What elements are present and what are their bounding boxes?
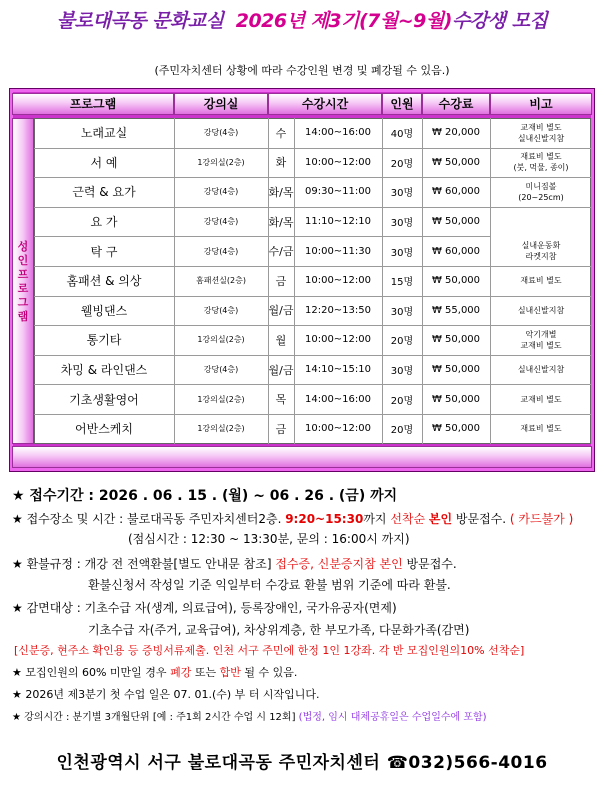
row-note-line1: 악기개별 [525,329,557,339]
row-note-line1: 미니짐볼 [525,181,557,191]
row-day: 목 [275,393,287,407]
row-room: 1강의실(2층) [197,394,245,404]
cancel-notice: ★ 모집인원의 60% 미만일 경우 폐강 또는 합반 될 수 있음. [12,666,298,679]
header-count: 인원 [382,93,422,115]
row-count: 20명 [390,336,414,348]
row-note [490,384,592,414]
row-time: 10:00~11:30 [304,245,371,257]
row-time: 10:00~12:00 [304,423,371,435]
row-room: 강당(4층) [203,187,239,197]
row-count: 40명 [390,129,414,141]
row-fee: ₩ 50,000 [431,156,481,168]
row-program: 어반스케치 [75,422,133,437]
row-count: 30명 [390,247,414,259]
row-time: 14:00~16:00 [304,127,371,139]
row-program: 서 예 [90,155,118,170]
row-program: 웰빙댄스 [80,303,128,318]
row-time: 09:30~11:00 [304,186,371,198]
row-note-line1: 재료비 별도 [520,424,562,434]
row-fee: ₩ 50,000 [431,216,481,228]
row-time: 10:00~12:00 [304,156,371,168]
row-room: 강당(4층) [203,305,239,315]
row-room: 1강의실(2층) [197,424,245,434]
row-day: 월/금 [268,363,294,377]
row-program: 통기타 [86,333,122,348]
lecture-time-notice: ★ 강의시간 : 분기별 3개월단위 [예 : 주1회 2시간 수업 시 12회] (법정, 임시 대체공휴일은 수업일수에 포함) [12,712,487,723]
row-note [490,148,592,178]
row-count: 30명 [390,366,414,378]
row-time: 11:10~12:10 [304,216,371,228]
row-count: 30명 [390,188,414,200]
row-count: 30명 [390,306,414,318]
row-note [490,355,592,385]
row-time: 12:20~13:50 [304,304,371,316]
row-note-line1: 재료비 별도 [520,276,562,286]
row-note-line1: 실내운동화 [521,241,561,251]
side-label-text: 성 인 프 로 그 램 [17,240,29,323]
row-day: 화 [275,156,287,170]
header-room: 강의실 [174,93,268,115]
row-day: 수 [275,126,287,140]
row-day: 수/금 [268,245,294,259]
lunch-time: (점심시간 : 12:30 ~ 13:30분, 문의 : 16:00시 까지) [128,532,410,546]
row-note-line1: 실내신발지참 [517,305,565,315]
row-note-line2: (20~25cm) [518,192,564,202]
row-count: 20명 [390,425,414,437]
row-note [490,266,592,296]
row-note-line1: 실내신발지참 [517,365,565,375]
row-count: 20명 [390,395,414,407]
refund-detail: 환불신청서 작성일 기준 익일부터 수강료 환불 범위 기준에 따라 환불. [88,578,451,592]
notice-text: (주민자치센터 상황에 따라 수강인원 변경 및 폐강될 수 있음.) [154,64,450,77]
row-fee: ₩ 60,000 [431,186,481,198]
footer-contact: 인천광역시 서구 불로대곡동 주민자치센터 ☎032)566-4016 [56,753,548,773]
row-day: 월/금 [268,304,294,318]
discount-requirements: [신분증, 현주소 확인용 등 증빙서류제출. 인천 서구 주민에 한정 1인 1강좌. 각 반 모집인원의10% 선착순] [14,644,525,657]
row-fee: ₩ 50,000 [431,393,481,405]
application-place: ★ 접수장소 및 시간 : 불로대곡동 주민자치센터2층. 9:20~15:30까지 선착순 본인 방문접수. ( 카드불가 ) [12,512,574,526]
row-room: 1강의실(2층) [197,157,245,167]
row-note-line1: 교재비 별도 [520,122,562,132]
row-note-line2: 라켓지참 [525,252,557,262]
row-time: 14:00~16:00 [304,393,371,405]
row-program: 요 가 [90,215,118,230]
discount-reduced: 기초수급 자(주거, 교육급여), 차상위계층, 한 부모가족, 다문화가족(감면) [88,623,470,637]
row-day: 월 [275,333,287,347]
row-program: 차밍 & 라인댄스 [60,363,148,378]
row-day: 금 [275,422,287,436]
row-day: 금 [275,274,287,288]
row-note [490,414,592,444]
row-note [490,118,592,148]
first-class-notice: ★ 2026년 제3분기 첫 수업 일은 07. 01.(수) 부 터 시작입니다. [12,688,320,701]
row-note [490,296,592,326]
row-fee: ₩ 50,000 [431,364,481,376]
row-program: 노래교실 [80,126,128,141]
row-room: 강당(4층) [203,217,239,227]
refund-policy: ★ 환불규정 : 개강 전 전액환불[별도 안내문 참조] 접수증, 신분증지참 본인 방문접수. [12,557,457,571]
header-program: 프로그램 [12,93,174,115]
row-note-line2: 교재비 별도 [520,340,562,350]
row-fee: ₩ 50,000 [431,334,481,346]
header-time: 수강시간 [268,93,382,115]
row-program: 근력 & 요가 [72,185,136,200]
row-time: 10:00~12:00 [304,334,371,346]
row-time: 14:10~15:10 [304,364,371,376]
row-day: 화/목 [268,185,294,199]
row-room: 강당(4층) [203,246,239,256]
row-program: 홈패션 & 의상 [66,274,142,289]
row-fee: ₩ 55,000 [431,304,481,316]
row-room: 1강의실(2층) [197,335,245,345]
row-room: 강당(4층) [203,128,239,138]
row-fee: ₩ 50,000 [431,423,481,435]
application-period: ★ 접수기간 : 2026 . 06 . 15 . (월) ~ 06 . 26 . (금) 까지 [12,488,398,504]
row-note [490,325,592,355]
page-title: 불로대곡동 문화교실 2026년 제3기(7월~9월)수강생 모집 [56,10,548,32]
row-note [490,177,592,207]
row-program: 기초생활영어 [69,392,139,407]
row-note-line1: 재료비 별도 [520,152,562,162]
row-note-line2: (붓, 먹물, 종이) [513,163,569,173]
row-fee: ₩ 20,000 [431,127,481,139]
side-label-adult-program [12,118,34,444]
row-count: 15명 [390,277,414,289]
table-bottom-band [12,446,592,468]
row-day: 화/목 [268,215,294,229]
row-room: 강당(4층) [203,365,239,375]
row-note-line2: 실내신발지참 [517,133,565,143]
row-program: 탁 구 [90,244,118,259]
row-fee: ₩ 60,000 [431,245,481,257]
row-fee: ₩ 50,000 [431,275,481,287]
row-time: 10:00~12:00 [304,275,371,287]
row-count: 30명 [390,218,414,230]
discount-exempt: ★ 감면대상 : 기초수급 자(생계, 의료급여), 등록장애인, 국가유공자(면제) [12,601,397,615]
row-note [490,236,592,266]
header-fee: 수강료 [422,93,490,115]
row-room: 홈패션실(2층) [196,276,246,286]
row-count: 20명 [390,158,414,170]
row-note-line1: 교재비 별도 [520,394,562,404]
header-note: 비고 [490,93,592,115]
